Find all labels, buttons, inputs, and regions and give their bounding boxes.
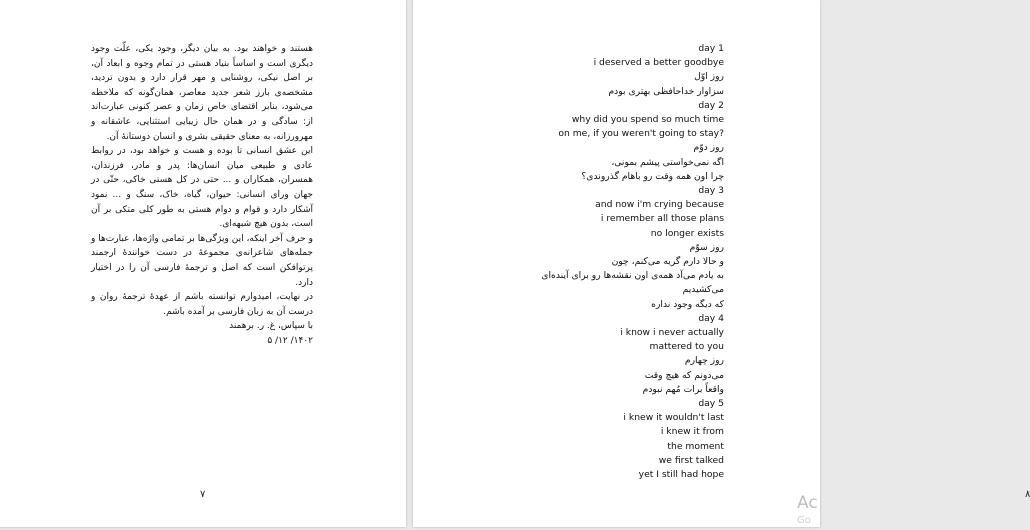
text-line: و حرف آخر اینکه، این ویژگی‌ها بر تمامی واژه‌ها، (132, 233, 313, 244)
preface-paragraph-4 (91, 290, 313, 319)
poem-line: the moment (667, 440, 724, 452)
poem-line: سزاوار خداحافظی بهتری بودم (608, 85, 724, 97)
poem-line: on me, if you weren't going to stay? (558, 128, 724, 140)
text-line: عبارت‌ها و جمله‌های شاعرانه‌ی مجموعهٔ در دست (91, 233, 313, 259)
preface-paragraph-1 (91, 42, 313, 144)
poem-line: i know i never actually (620, 327, 724, 339)
text-line: حقیقی بشری و انسان دوستانهٔ آن. (106, 131, 236, 142)
poem-line: i knew it wouldn't last (623, 412, 724, 424)
poem-line: و حالا دارم گریه می‌کنم، چون (611, 256, 724, 268)
poem-line: no longer exists (650, 227, 724, 239)
signature-date: ۱۴۰۲/ ۱۲/ ۵ (267, 335, 313, 346)
poem-line: i deserved a better goodbye (593, 57, 724, 69)
text-line: و عصر کنونی عبارت‌اند از: سادگی و در همان حال (91, 102, 313, 127)
poem-line: i knew it from (660, 426, 724, 438)
watermark-line-2: Go (797, 515, 811, 526)
poem-line: why did you spend so much time (571, 114, 724, 126)
poem-line: day 3 (698, 185, 724, 197)
poem-line: می‌کشیدیم (682, 284, 724, 296)
text-line: همان‌گونه که ملاحظه می‌شود، بنابر اقتضای خاص زمان (91, 87, 313, 113)
poem-line: day 1 (698, 43, 724, 54)
poem-line: چرا اون همه وقت رو باهام گذروندی؟ (581, 170, 724, 182)
poem-line: day 4 (698, 312, 724, 324)
poem-line: we first talked (658, 454, 724, 466)
text-line: هستند و خواهند بود. به بیان دیگر، وجود یکی، علّت (113, 44, 313, 54)
watermark-line-1: Ac (797, 493, 818, 513)
translator-signature: با سپاس، غ. ر. برهمند (229, 321, 313, 332)
preface-paragraph-2 (91, 144, 313, 232)
activation-watermark (797, 494, 818, 530)
poem-line: روز اوّل (694, 71, 724, 83)
page-number-left: ۷ (200, 489, 206, 500)
left-page (0, 0, 406, 527)
poem-line: i remember all those plans (600, 213, 724, 225)
text-line: بدون تردید، مشخصه‌ی بارز شعر جدید معاصر، (91, 73, 314, 98)
text-line: و ابعاد آن، بر اصل نیکی، روشنایی و مهر قرار دارد و (91, 58, 313, 84)
page-number-right: ۸ (1025, 489, 1030, 500)
text-line: سنگ و ... نمود آشکار دارد و قوام و دوام هستی به (91, 189, 313, 215)
poem-text (484, 42, 724, 482)
text-line: خاکی، حتّی در جهان ورای انسانی: حیوان، گیاه، خاک، (91, 175, 313, 200)
poem-line: day 5 (698, 398, 724, 410)
poem-line: and now i'm crying because (595, 199, 724, 211)
text-line: وجود دیگری است و اساساً بنیاد هستی در تمام وجوه (91, 44, 313, 69)
text-line: در نهایت، امیدوارم توانسته باشم از عهدهٔ ترجمهٔ روان (99, 292, 313, 303)
text-line: زیبایی استثنایی، عاشقانه و مهرورزانه، به معنای (91, 116, 313, 142)
text-line: فرزندان، همسران، همکاران و ... حتی در کل هستی (91, 160, 313, 186)
right-page (413, 0, 1030, 527)
text-line: و درست آن به زبان فارسی بر آمده باشم. (91, 292, 313, 317)
text-line: خوانندهٔ ارجمند پرتوافکن است که اصل و ترجمهٔ فارسی (91, 248, 314, 273)
poem-line: اگه نمی‌خواستی پیشم بمونی، (611, 156, 724, 168)
text-line: این عشق انسانی تا بوده و هست و خواهد بود، در (117, 146, 313, 157)
poem-line: mattered to you (649, 341, 724, 353)
poem-line: به یادم می‌آد همه‌ی اون نقشه‌ها رو برای آینده‌ای (541, 270, 724, 282)
poem-line: روز چهارم (684, 355, 724, 367)
text-line: طور کلی متکی بر آن است، بدون هیچ شبهه‌ای. (91, 204, 313, 230)
poem-line: واقعاً برات مُهم نبودم (642, 383, 724, 395)
text-line: روابط عادی و طبیعی میان انسان‌ها: پدر و مادر، (91, 146, 313, 171)
poem-line: می‌دونم که هیچ وقت (644, 369, 724, 381)
preface-text (91, 42, 313, 348)
poem-line: day 2 (698, 99, 724, 111)
text-line: آن را در اختیار دارد. (91, 262, 313, 288)
preface-paragraph-3 (91, 232, 313, 290)
poem-line: روز سوّم (689, 241, 724, 253)
poem-line: روز دوّم (693, 142, 724, 154)
poem-line: که دیگه وجود نداره (651, 298, 724, 310)
poem-line: yet I still had hope (638, 469, 724, 481)
